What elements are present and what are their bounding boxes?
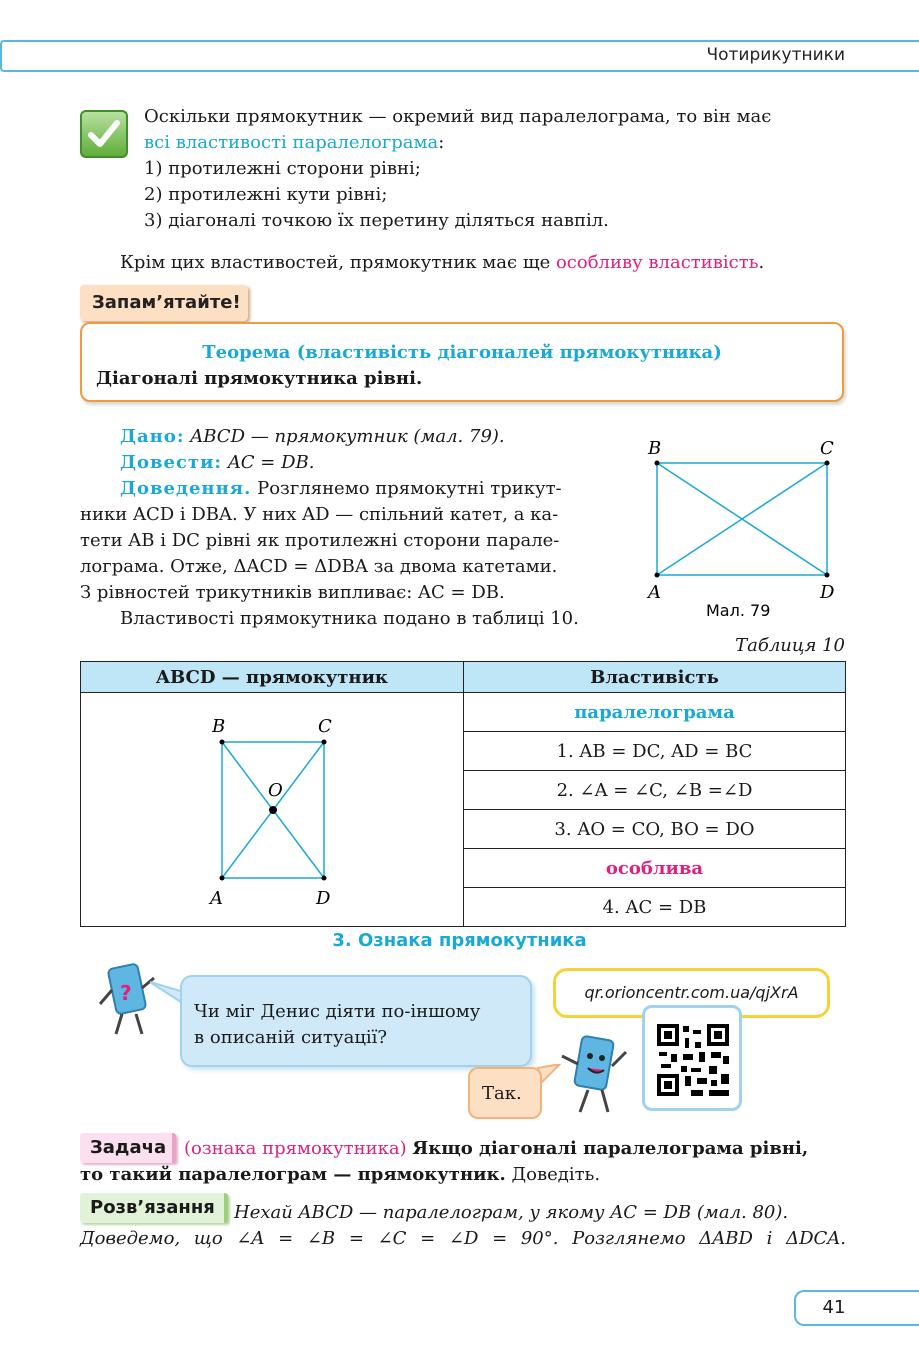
chapter-title: Чотирикутники [706, 45, 845, 65]
solution-line-1: Нехай ABCD — паралелограм, у якому AC = DB (мал. 80). [234, 1202, 789, 1223]
qr-code-icon [645, 1008, 739, 1108]
remember-label: Запам’ятайте! [80, 285, 248, 321]
qr-card[interactable] [642, 1005, 742, 1111]
table-figure-cell [81, 693, 464, 927]
table-reference-line: Властивості прямокутника подано в таблиці 10. [120, 608, 579, 629]
answer-speech-bubble [468, 1067, 542, 1119]
proof-block [80, 424, 614, 632]
theorem-statement: Діагоналі прямокутника рівні. [96, 368, 423, 389]
proof-line-1: Доведення. Розглянемо прямокутні трикут- [120, 478, 562, 499]
solution-label: Розв’язання [80, 1193, 228, 1223]
proof-line-2: ники ACD і DBA. У них AD — спільний катет, а ка- [80, 504, 559, 525]
solution-line-2: Доведемо, що ∠A = ∠B = ∠C = ∠D = 90°. Розглянемо ΔABD і ΔDCA. [80, 1228, 846, 1249]
table-section-special: особлива [464, 849, 846, 888]
table-fig-label-o: O [268, 779, 283, 801]
intro-extra-line: Крім цих властивостей, прямокутник має ще особливу властивість. [120, 252, 765, 273]
proof-line-5: З рівностей трикутників випливає: AC = DB. [80, 582, 505, 603]
fig79-label-d: D [820, 582, 835, 603]
table-fig-label-c: C [318, 715, 332, 737]
intro-line-2: всі властивості паралелограма: [144, 132, 445, 153]
qr-url-text[interactable]: qr.orioncentr.com.ua/qjXrA [584, 983, 799, 1002]
table-fig-label-b: B [212, 715, 226, 737]
section-3-title: 3. Ознака прямокутника [332, 930, 587, 951]
table-figure [82, 700, 462, 920]
fig79-label-c: C [820, 438, 834, 459]
phone-mascot-happy-icon [556, 1030, 632, 1118]
intro-paragraph [144, 104, 854, 234]
table-header-left: ABCD — прямокутник [81, 662, 464, 693]
checkmark-icon [80, 110, 128, 158]
svg-text:?: ? [120, 981, 132, 1005]
table-section-parallelogram: паралелограма [464, 693, 846, 732]
proof-line-3: тети AB і DC рівні як протилежні сторони парале- [80, 530, 560, 551]
intro-item-1: 1) протилежні сторони рівні; [144, 158, 421, 179]
table-row [81, 693, 846, 732]
figure-79 [640, 436, 850, 626]
table-header-row [81, 662, 846, 693]
given-line: Дано: ABCD — прямокутник (мал. 79). [120, 426, 505, 447]
speech-bubble-tail [150, 978, 184, 1006]
table-fig-label-a: A [210, 887, 223, 909]
intro-item-2: 2) протилежні кути рівні; [144, 184, 388, 205]
intro-item-3: 3) діагоналі точкою їх перетину діляться навпіл. [144, 210, 609, 231]
task-line-2: то такий паралелограм — прямокутник. Доведіть. [80, 1164, 601, 1185]
prove-line: Довести: AC = DB. [120, 452, 315, 473]
task-line-1: (ознака прямокутника) Якщо діагоналі паралелограма рівні, [184, 1138, 809, 1159]
theorem-title: Теорема (властивість діагоналей прямокутника) [202, 342, 722, 363]
question-line-1: Чи міг Денис діяти по-іншому [194, 1001, 481, 1022]
page-number: 41 [822, 1297, 846, 1318]
table-property-1: 1. AB = DC, AD = BC [464, 732, 846, 771]
table-caption: Таблиця 10 [735, 635, 845, 656]
table-property-4: 4. AC = DB [464, 888, 846, 927]
question-speech-bubble [180, 975, 532, 1067]
proof-line-4: лограма. Отже, ΔACD = ΔDBA за двома катетами. [80, 556, 558, 577]
table-header-right: Властивість [464, 662, 846, 693]
task-topic: (ознака прямокутника) [184, 1138, 407, 1159]
question-line-2: в описаній ситуації? [194, 1027, 388, 1048]
parallelogram-properties-link: всі властивості паралелограма [144, 132, 439, 153]
table-property-3: 3. AO = CO, BO = DO [464, 810, 846, 849]
answer-text: Так. [482, 1083, 522, 1104]
intro-line-1: Оскільки прямокутник — окремий вид паралелограма, то він має [144, 106, 772, 127]
fig79-label-a: A [648, 582, 661, 603]
properties-table [80, 661, 846, 927]
special-property-link: особливу властивість [555, 252, 759, 273]
table-property-2: 2. ∠A = ∠C, ∠B =∠D [464, 771, 846, 810]
fig79-label-b: B [648, 438, 662, 459]
task-label: Задача [80, 1133, 176, 1163]
table-fig-label-d: D [316, 887, 331, 909]
fig79-caption: Мал. 79 [706, 601, 771, 620]
theorem-box [80, 322, 844, 402]
